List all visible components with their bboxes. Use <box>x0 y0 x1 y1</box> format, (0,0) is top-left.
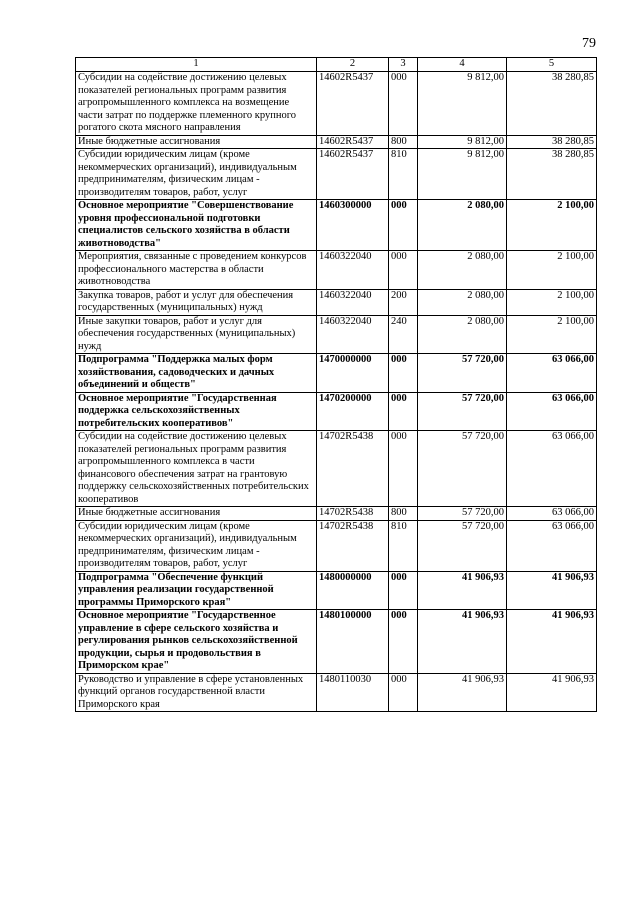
table-row <box>76 200 597 251</box>
row-type: 000 <box>389 610 418 674</box>
row-code: 1470200000 <box>317 392 389 431</box>
table-row <box>76 72 597 136</box>
row-value-col4: 57 720,00 <box>418 520 507 571</box>
row-value-col4: 2 080,00 <box>418 315 507 354</box>
row-code: 1460322040 <box>317 289 389 315</box>
row-value-col4: 57 720,00 <box>418 354 507 393</box>
row-code: 14702R5438 <box>317 507 389 521</box>
row-value-col5: 2 100,00 <box>507 251 597 290</box>
row-name: Руководство и управление в сфере установленных функций органов государственной власти Приморского края <box>76 673 317 712</box>
header-row <box>76 58 597 72</box>
row-type: 000 <box>389 431 418 507</box>
table-row <box>76 149 597 200</box>
row-name: Субсидии юридическим лицам (кроме некоммерческих организаций), индивидуальным предпринимателям, физическим лицам - производителям товаров, работ, услуг <box>76 149 317 200</box>
row-type: 200 <box>389 289 418 315</box>
row-value-col5: 63 066,00 <box>507 354 597 393</box>
row-name: Иные бюджетные ассигнования <box>76 135 317 149</box>
row-value-col5: 41 906,93 <box>507 610 597 674</box>
row-name: Иные бюджетные ассигнования <box>76 507 317 521</box>
row-value-col5: 2 100,00 <box>507 200 597 251</box>
row-type: 800 <box>389 135 418 149</box>
row-value-col4: 41 906,93 <box>418 610 507 674</box>
table-row <box>76 354 597 393</box>
row-value-col5: 2 100,00 <box>507 315 597 354</box>
row-code: 1470000000 <box>317 354 389 393</box>
row-value-col4: 41 906,93 <box>418 673 507 712</box>
row-name: Субсидии юридическим лицам (кроме некоммерческих организаций), индивидуальным предпринимателям, физическим лицам - производителям товаров, работ, услуг <box>76 520 317 571</box>
row-type: 000 <box>389 571 418 610</box>
row-code: 1460322040 <box>317 251 389 290</box>
row-code: 1480110030 <box>317 673 389 712</box>
page-number: 79 <box>582 36 596 51</box>
header-col-1: 1 <box>76 58 317 72</box>
table-row <box>76 571 597 610</box>
row-value-col5: 38 280,85 <box>507 72 597 136</box>
row-type: 810 <box>389 149 418 200</box>
row-name: Подпрограмма "Поддержка малых форм хозяйствования, садоводческих и дачных объединений и обществ" <box>76 354 317 393</box>
row-code: 1460300000 <box>317 200 389 251</box>
row-name: Основное мероприятие "Государственное управление в сфере сельского хозяйства и регулирования рынков сельскохозяйственной продукции, сырья и продовольствия в Приморском крае" <box>76 610 317 674</box>
row-code: 14602R5437 <box>317 135 389 149</box>
row-code: 1460322040 <box>317 315 389 354</box>
row-code: 14702R5438 <box>317 431 389 507</box>
table-row <box>76 520 597 571</box>
table-row <box>76 673 597 712</box>
row-type: 000 <box>389 72 418 136</box>
budget-table <box>75 57 597 712</box>
row-type: 800 <box>389 507 418 521</box>
header-col-3: 3 <box>389 58 418 72</box>
row-value-col4: 9 812,00 <box>418 135 507 149</box>
row-code: 14602R5437 <box>317 72 389 136</box>
row-value-col4: 2 080,00 <box>418 251 507 290</box>
row-value-col4: 57 720,00 <box>418 507 507 521</box>
row-value-col5: 63 066,00 <box>507 520 597 571</box>
row-value-col5: 38 280,85 <box>507 149 597 200</box>
table-row <box>76 315 597 354</box>
row-name: Субсидии на содействие достижению целевых показателей региональных программ развития агропромышленного комплекса в части финансового обеспечения затрат на грантовую поддержку сельскохозяйственных потребительских кооперативов <box>76 431 317 507</box>
row-code: 1480100000 <box>317 610 389 674</box>
row-name: Основное мероприятие "Совершенствование уровня профессиональной подготовки специалистов сельского хозяйства в области животноводства" <box>76 200 317 251</box>
row-value-col5: 63 066,00 <box>507 392 597 431</box>
row-code: 14702R5438 <box>317 520 389 571</box>
row-value-col4: 2 080,00 <box>418 289 507 315</box>
row-name: Субсидии на содействие достижению целевых показателей региональных программ развития агропромышленного комплекса на возмещение части затрат по поддержке племенного крупного рогатого скота мясного направления <box>76 72 317 136</box>
row-type: 000 <box>389 251 418 290</box>
header-col-5: 5 <box>507 58 597 72</box>
row-type: 810 <box>389 520 418 571</box>
table-row <box>76 610 597 674</box>
row-value-col5: 2 100,00 <box>507 289 597 315</box>
table-row <box>76 431 597 507</box>
row-type: 000 <box>389 673 418 712</box>
row-type: 000 <box>389 392 418 431</box>
header-col-2: 2 <box>317 58 389 72</box>
row-value-col4: 57 720,00 <box>418 392 507 431</box>
row-type: 240 <box>389 315 418 354</box>
table-row <box>76 507 597 521</box>
row-name: Подпрограмма "Обеспечение функций управления реализации государственной программы Приморского края" <box>76 571 317 610</box>
row-value-col5: 63 066,00 <box>507 507 597 521</box>
row-value-col5: 38 280,85 <box>507 135 597 149</box>
row-value-col4: 2 080,00 <box>418 200 507 251</box>
table-row <box>76 289 597 315</box>
row-type: 000 <box>389 354 418 393</box>
row-value-col5: 41 906,93 <box>507 673 597 712</box>
header-col-4: 4 <box>418 58 507 72</box>
row-value-col4: 9 812,00 <box>418 149 507 200</box>
row-name: Основное мероприятие "Государственная поддержка сельскохозяйственных потребительских кооперативов" <box>76 392 317 431</box>
row-value-col4: 9 812,00 <box>418 72 507 136</box>
row-value-col4: 41 906,93 <box>418 571 507 610</box>
table-row <box>76 392 597 431</box>
row-code: 14602R5437 <box>317 149 389 200</box>
row-name: Иные закупки товаров, работ и услуг для обеспечения государственных (муниципальных) нужд <box>76 315 317 354</box>
row-type: 000 <box>389 200 418 251</box>
row-value-col4: 57 720,00 <box>418 431 507 507</box>
row-name: Мероприятия, связанные с проведением конкурсов профессионального мастерства в области животноводства <box>76 251 317 290</box>
row-name: Закупка товаров, работ и услуг для обеспечения государственных (муниципальных) нужд <box>76 289 317 315</box>
table-row <box>76 251 597 290</box>
row-value-col5: 63 066,00 <box>507 431 597 507</box>
row-code: 1480000000 <box>317 571 389 610</box>
table-row <box>76 135 597 149</box>
row-value-col5: 41 906,93 <box>507 571 597 610</box>
